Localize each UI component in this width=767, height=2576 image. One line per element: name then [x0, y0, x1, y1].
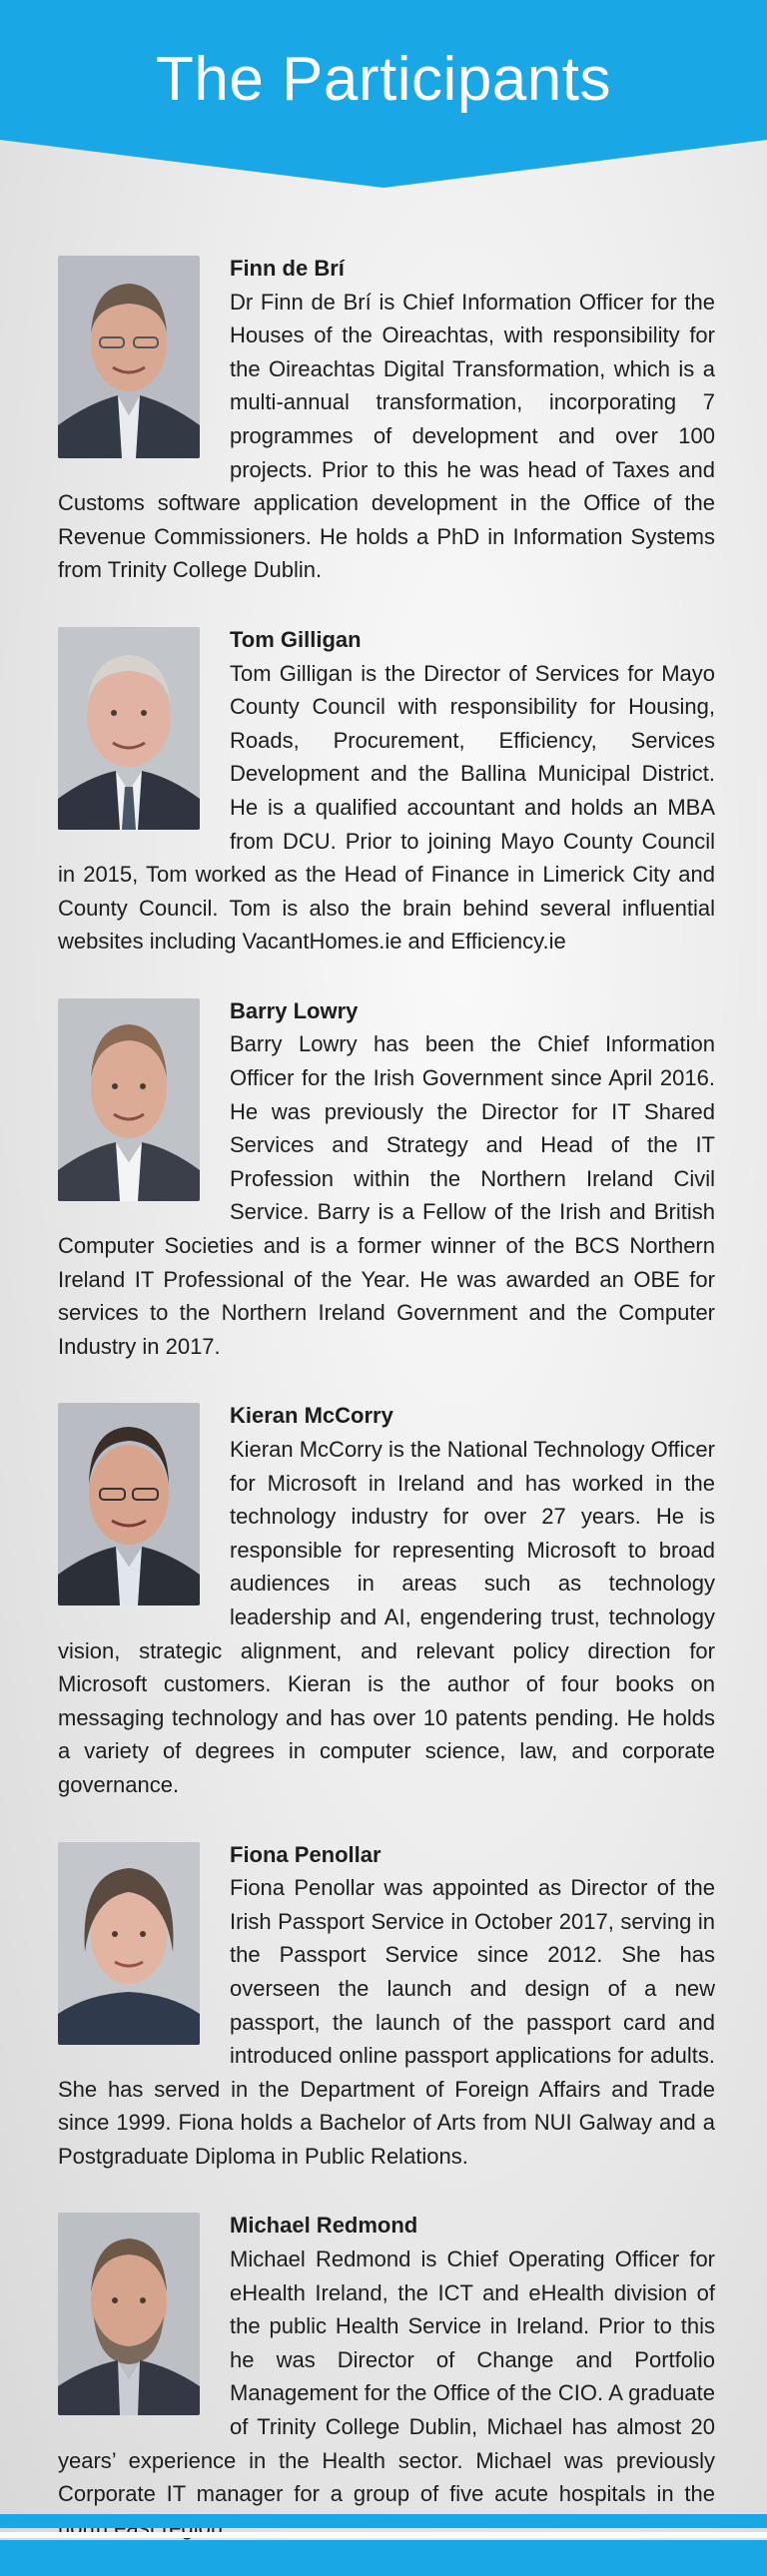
page-title: The Participants: [156, 45, 611, 114]
participant-name: Kieran McCorry: [230, 1403, 393, 1429]
participant-name: Tom Gilligan: [230, 626, 362, 652]
participant-name: Barry Lowry: [230, 997, 359, 1023]
participant-photo: [58, 256, 200, 458]
participant-name: Fiona Penollar: [230, 1841, 382, 1867]
participant-entry: [58, 1838, 715, 2174]
participant-name: Michael Redmond: [230, 2213, 418, 2239]
participant-entry: [58, 252, 715, 587]
participant-entry: [58, 994, 715, 1364]
participant-bio: Kieran McCorry is the National Technology Officer for Microsoft in Ireland and has worked in the technology industry for over 27 years. He is responsible for representing Microsoft to broad audiences in areas such as technology leadership and AI, engendering trust, technology vision, strategic alignment, and relevant policy direction for Microsoft customers. Kieran is the author of four books on messaging technology and has over 10 patents pending. He holds a variety of degrees in computer science, law, and corporate governance.: [58, 1437, 715, 1797]
participant-bio: Dr Finn de Brí is Chief Information Officer for the Houses of the Oireachtas, with responsibility for the Oireachtas Digital Transformation, which is a multi-annual transformation, incorporating 7 programmes of development and over 100 projects. Prior to this he was head of Taxes and Customs software application development in the Office of the Revenue Commissioners. He holds a PhD in Information Systems from Trinity College Dublin.: [58, 289, 715, 583]
participant-entry: [58, 2209, 715, 2544]
participant-photo: [58, 627, 200, 830]
participant-entry: [58, 1399, 715, 1801]
participants-list: [58, 252, 715, 2544]
participant-photo: [58, 998, 200, 1201]
participant-bio: Tom Gilligan is the Director of Services for Mayo County Council with responsibility for Housing, Roads, Procurement, Efficiency, Services Development and the Ballina Municipal District. He is a qualified accountant and holds an MBA from DCU. Prior to joining Mayo County Council in 2015, Tom worked as the Head of Finance in Limerick City and County Council. Tom is also the brain behind several influential websites including VacantHomes.ie and Efficiency.ie: [58, 660, 715, 955]
participant-name: Finn de Brí: [230, 256, 345, 281]
participant-photo: [58, 2213, 200, 2415]
participant-bio: Barry Lowry has been the Chief Information Officer for the Irish Government since April 2016. He was previously the Director for IT Shared Services and Strategy and Head of the IT Profession within the Northern Ireland Civil Service. Barry is a Fellow of the Irish and British Computer Societies and is a former winner of the BCS Northern Ireland IT Professional of the Year. He was awarded an OBE for services to the Northern Ireland Government and the Computer Industry in 2017.: [58, 1031, 715, 1359]
participant-photo: [58, 1403, 200, 1606]
footer-stripe: [0, 2514, 767, 2528]
header-banner: [0, 0, 767, 190]
participant-entry: [58, 623, 715, 959]
participant-bio: Michael Redmond is Chief Operating Officer for eHealth Ireland, the ICT and eHealth division of the public Health Service in Ireland. Prior to this he was Director of Change and Portfolio Management for the Office of the CIO. A graduate of Trinity College Dublin, Michael has almost 20 years’ experience in the Health sector. Michael was previously Corporate IT manager for a group of five acute hospitals in the: [58, 2247, 715, 2507]
participant-bio: Fiona Penollar was appointed as Director of the Irish Passport Service in October 2017, serving in the Passport Service since 2012. She has overseen the launch and design of a new passport, the launch of the passport card and introduced online passport applications for adults. She has served in the Department of Foreign Affairs and Trade since 1999. Fiona holds a Bachelor of Arts from NUI Galway and a Postgraduate Diploma in Public Relations.: [58, 1875, 715, 2169]
participant-photo: [58, 1842, 200, 2045]
footer-band: [0, 2540, 767, 2576]
footer-stripe-divider: [0, 2532, 767, 2538]
